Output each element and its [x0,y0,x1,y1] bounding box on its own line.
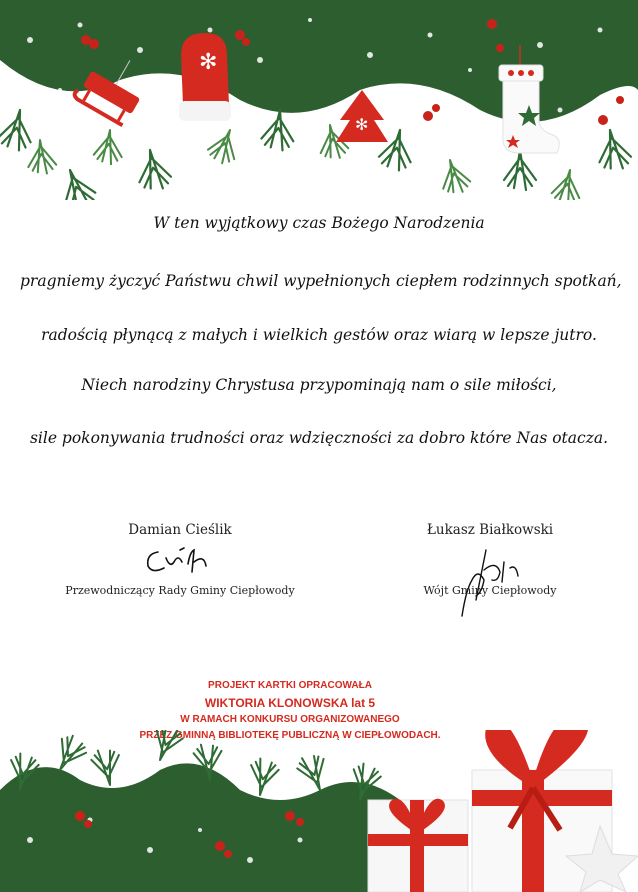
greeting-line-4: Niech narodziny Chrystusa przypominają nam o sile miłości, [81,376,557,394]
signatory-name: Łukasz Białkowski [426,522,554,538]
greeting-line-1: W ten wyjątkowy czas Bożego Narodzenia [153,214,485,232]
svg-text:✻: ✻ [199,50,218,75]
credits-line-3: W RAMACH KONKURSU ORGANIZOWANEGO [180,714,400,725]
signatory-name: Damian Cieślik [128,522,232,538]
gift-box-small-icon [368,799,468,892]
greeting-line-5: sile pokonywania trudności oraz wdzięczności za dobro które Nas otacza. [29,429,609,447]
svg-text:✻: ✻ [355,115,369,134]
mitten-ornament-icon [179,33,231,121]
greeting-line-3: radością płynącą z małych i wielkich gestów oraz wiarą w lepsze jutro. [41,326,597,344]
credits-author: WIKTORIA KLONOWSKA lat 5 [204,696,376,710]
signatory-role: Wójt Gminy Ciepłowody [423,584,557,597]
credits-line-1: PROJEKT KARTKI OPRACOWAŁA [208,680,372,691]
handwritten-signature [144,544,214,578]
signatory-role: Przewodniczący Rady Gminy Ciepłowody [65,584,295,597]
credits-line-4: PRZEZ GMINNĄ BIBLIOTEKĘ PUBLICZNĄ W CIEPŁOWODACH. [139,730,441,741]
handwritten-signature [456,540,526,620]
greeting-line-2: pragniemy życzyć Państwu chwil wypełnionych ciepłem rodzinnych spotkań, [20,272,622,290]
signature-left [40,522,320,597]
signature-right [360,522,620,597]
bottom-pine-branches [0,730,638,892]
top-pine-garland [0,0,638,200]
